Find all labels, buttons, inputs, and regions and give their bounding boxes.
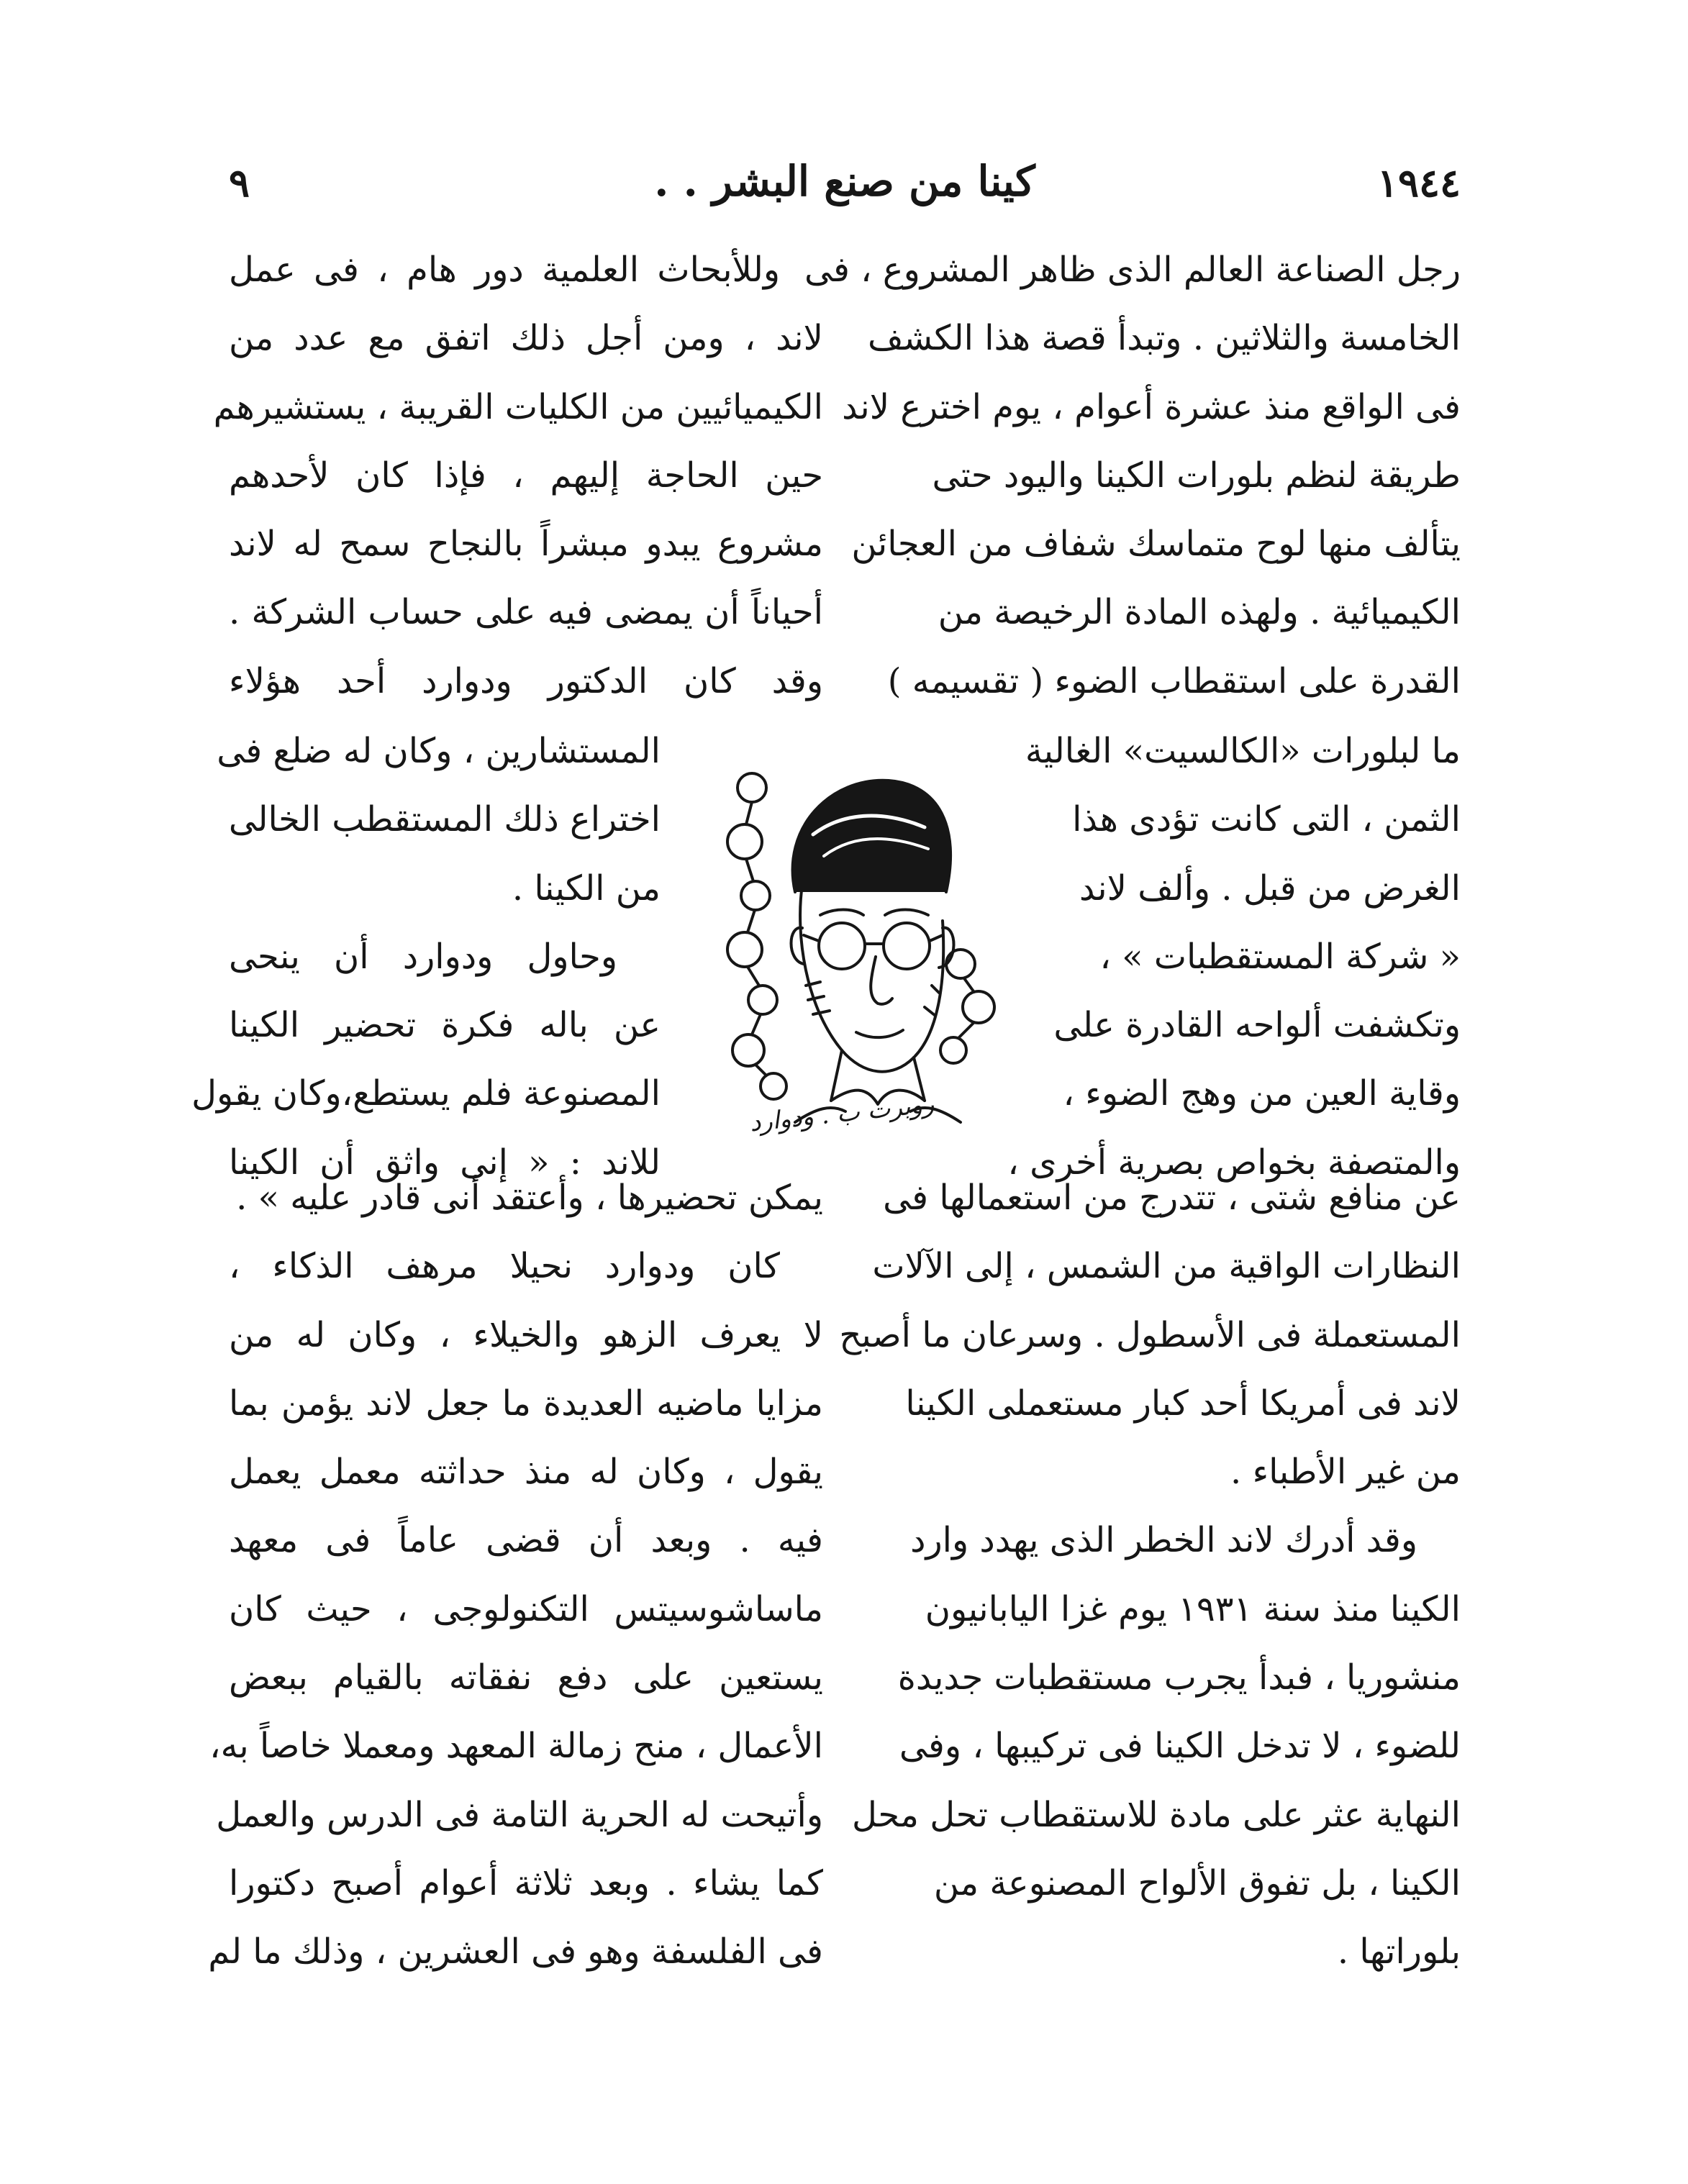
text-line: المستعملة فى الأسطول . وسرعان ما أصبح — [839, 1314, 1461, 1355]
text-line: الكينا منذ سنة ١٩٣١ يوم غزا اليابانيون — [925, 1588, 1461, 1629]
text-line: للضوء ، لا تدخل الكينا فى تركيبها ، وفى — [899, 1726, 1461, 1767]
text-line: مشروع يبدو مبشراً بالنجاح سمح له لاند — [229, 524, 823, 565]
text-line: وأتيحت له الحرية التامة فى الدرس والعمل — [216, 1794, 823, 1835]
text-line: المستشارين ، وكان له ضلع فى — [217, 731, 661, 771]
text-line: الأعمال ، منح زمالة المعهد ومعملا خاصاً به، — [209, 1726, 823, 1767]
text-line: لا يعرف الزهو والخيلاء ، وكان له من — [229, 1314, 823, 1355]
text-line: فيه . وبعد أن قضى عاماً فى معهد — [229, 1520, 823, 1561]
text-line: وقد كان الدكتور ودوارد أحد هؤلاء — [229, 660, 823, 701]
text-line: الكيميائيين من الكليات القريبة ، يستشيرهم — [213, 386, 823, 427]
left-column-bottom — [208, 1164, 823, 1987]
text-line: يتألف منها لوح متماسك شفاف من العجائن — [851, 524, 1461, 565]
text-line: أحياناً أن يمضى فيه على حساب الشركة . — [229, 592, 823, 633]
text-line: ماساشوسيتس التكنولوجى ، حيث كان — [229, 1588, 823, 1629]
text-line: القدرة على استقطاب الضوء ( تقسيمه ) — [887, 660, 1461, 701]
text-line: عن باله فكرة تحضير الكينا — [229, 1005, 661, 1046]
text-line: منشوريا ، فبدأ يجرب مستقطبات جديدة — [897, 1657, 1461, 1698]
text-line: وحاول ودوارد أن ينحى — [229, 936, 617, 977]
right-column-bottom — [839, 1164, 1461, 1987]
text-line: الثمن ، التى كانت تؤدى هذا — [1072, 799, 1461, 840]
text-line: النظارات الواقية من الشمس ، إلى الآلات — [872, 1246, 1461, 1287]
text-line: فى الفلسفة وهو فى العشرين ، وذلك ما لم — [208, 1932, 823, 1973]
text-line: الغرض من قبل . وألف لاند — [1079, 868, 1461, 909]
right-column-middle — [1007, 717, 1461, 1197]
header-title: كينا من صنع البشر . . — [654, 157, 1035, 206]
text-line: يقول ، وكان له منذ حداثته معمل يعمل — [229, 1452, 823, 1493]
text-line: فى الواقع منذ عشرة أعوام ، يوم اخترع لاند — [842, 386, 1461, 427]
text-line: مزايا ماضيه العديدة ما جعل لاند يؤمن بما — [229, 1383, 823, 1424]
text-line: الكينا ، بل تفوق الألواح المصنوعة من — [933, 1862, 1461, 1903]
right-column-top — [804, 236, 1461, 716]
header-year: ١٩٤٤ — [1376, 160, 1461, 206]
text-line: النهاية عثر على مادة للاستقطاب تحل محل — [851, 1794, 1461, 1835]
portrait-sketch-icon — [723, 748, 1004, 1151]
page-number: ٩ — [229, 160, 250, 206]
text-line: وقاية العين من وهج الضوء ، — [1063, 1073, 1461, 1114]
text-line: المصنوعة فلم يستطع،وكان يقول — [191, 1073, 661, 1114]
portrait-caption: روبرت ب . ودوارد — [748, 1089, 936, 1138]
text-line: لاند ، ومن أجل ذلك اتفق مع عدد من — [229, 318, 823, 359]
text-line: اختراع ذلك المستقطب الخالى — [228, 799, 661, 840]
text-line: وللأبحاث العلمية دور هام ، فى عمل — [229, 250, 780, 290]
left-column-middle — [191, 717, 661, 1197]
text-line: عن منافع شتى ، تتدرج من استعمالها فى — [883, 1178, 1461, 1218]
text-line: يستعين على دفع نفقاته بالقيام ببعض — [229, 1657, 823, 1698]
text-line: الكيميائية . ولهذه المادة الرخيصة من — [938, 592, 1461, 633]
text-line: وقد أدرك لاند الخطر الذى يهدد وارد — [910, 1520, 1417, 1561]
text-line: بلوراتها . — [1337, 1932, 1461, 1973]
text-line: من الكينا . — [512, 868, 661, 909]
text-line: والمتصفة بخواص بصرية أخرى ، — [1007, 1142, 1461, 1183]
text-line: للاند : « إنى واثق أن الكينا — [229, 1142, 661, 1183]
text-line: طريقة لنظم بلورات الكينا واليود حتى — [932, 455, 1461, 496]
text-line: يمكن تحضيرها ، وأعتقد أنى قادر عليه » . — [236, 1178, 823, 1218]
page-header — [229, 157, 1461, 217]
text-line: الخامسة والثلاثين . وتبدأ قصة هذا الكشف — [868, 318, 1461, 359]
text-line: وتكشفت ألواحه القادرة على — [1053, 1005, 1461, 1046]
text-line: من غير الأطباء . — [1230, 1452, 1461, 1493]
text-line: كما يشاء . وبعد ثلاثة أعوام أصبح دكتورا — [229, 1862, 823, 1903]
text-line: كان ودوارد نحيلا مرهف الذكاء ، — [229, 1246, 780, 1287]
text-line: حين الحاجة إليهم ، فإذا كان لأحدهم — [229, 455, 823, 496]
text-line: « شركة المستقطبات » ، — [1099, 936, 1461, 977]
left-column-top — [213, 236, 823, 716]
text-line: ما لبلورات «الكالسيت» الغالية — [1025, 731, 1461, 771]
text-line: لاند فى أمريكا أحد كبار مستعملى الكينا — [905, 1383, 1461, 1424]
text-line: رجل الصناعة العالم الذى ظاهر المشروع ، فى — [804, 250, 1461, 290]
